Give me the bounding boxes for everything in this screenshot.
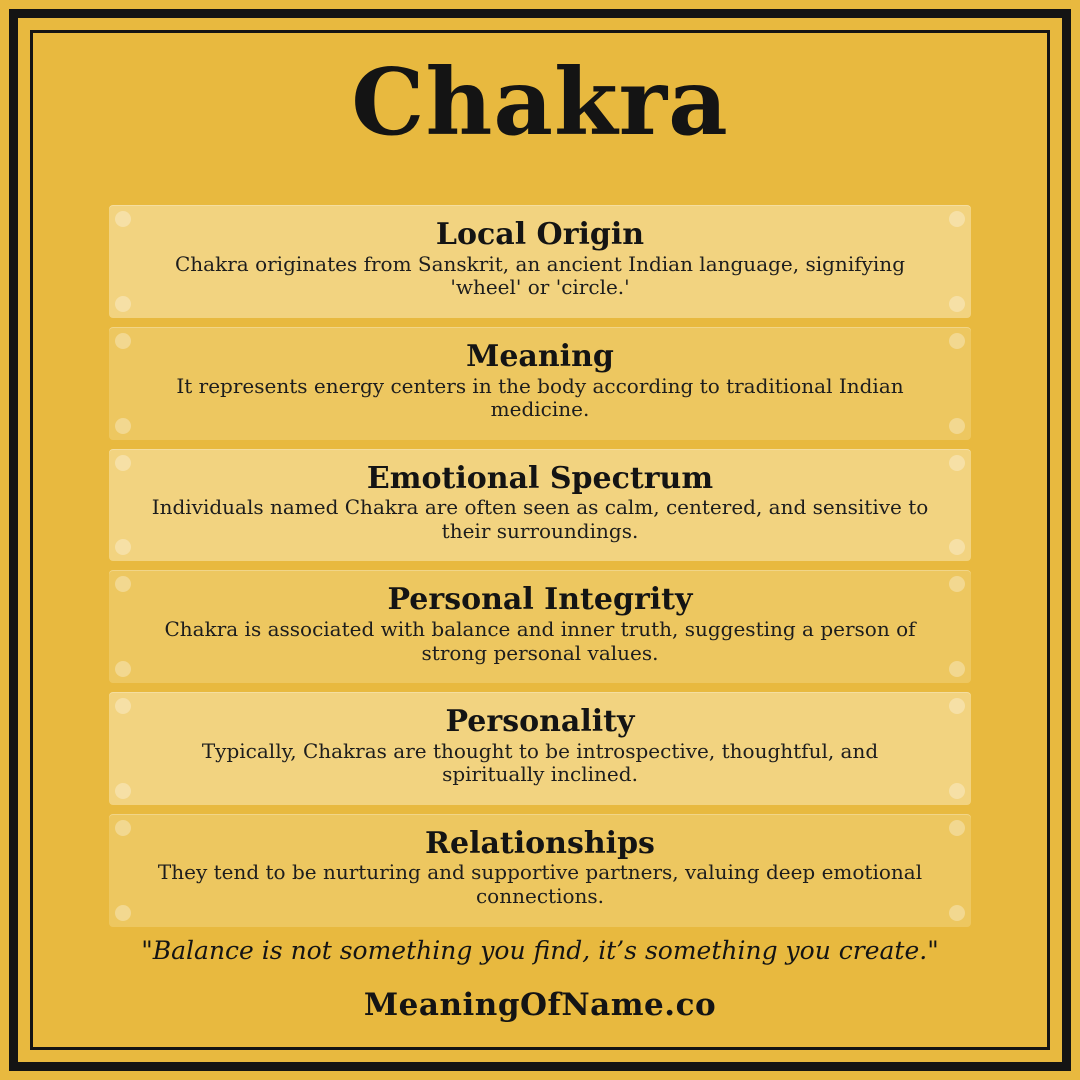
card-notch-icon bbox=[949, 418, 965, 434]
section-card-meaning bbox=[109, 327, 971, 440]
card-notch-icon bbox=[115, 783, 131, 799]
section-heading: Personal Integrity bbox=[387, 582, 693, 618]
card-notch-icon bbox=[115, 905, 131, 921]
section-heading: Local Origin bbox=[435, 217, 645, 253]
section-text: They tend to be nurturing and supportive partners, valuing deep emotional connections. bbox=[157, 860, 923, 908]
section-heading: Meaning bbox=[466, 339, 614, 375]
card-notch-icon bbox=[115, 418, 131, 434]
card-notch-icon bbox=[115, 661, 131, 677]
section-text: It represents energy centers in the body according to traditional Indian medicine. bbox=[176, 373, 904, 422]
section-text: Typically, Chakras are thought to be introspective, thoughtful, and spiritually inclined. bbox=[201, 738, 879, 787]
card-notch-icon bbox=[949, 455, 965, 471]
card-notch-icon bbox=[949, 539, 965, 555]
section-heading: Emotional Spectrum bbox=[366, 460, 714, 496]
poster-footer bbox=[33, 936, 1047, 1047]
card-notch-icon bbox=[949, 211, 965, 227]
card-notch-icon bbox=[949, 661, 965, 677]
poster-content bbox=[33, 33, 1047, 1047]
card-notch-icon bbox=[949, 296, 965, 312]
section-text: Chakra is associated with balance and inner truth, suggesting a person of strong personal values. bbox=[164, 616, 916, 665]
page-title: Chakra bbox=[351, 48, 729, 156]
section-heading: Personality bbox=[445, 704, 635, 740]
card-notch-icon bbox=[115, 296, 131, 312]
section-card-personal-integrity bbox=[109, 570, 971, 683]
card-notch-icon bbox=[115, 698, 131, 714]
section-text: Individuals named Chakra are often seen as calm, centered, and sensitive to their surroundings. bbox=[151, 495, 929, 543]
card-notch-icon bbox=[115, 820, 131, 836]
section-card-emotional-spectrum bbox=[109, 449, 971, 562]
card-notch-icon bbox=[115, 539, 131, 555]
card-notch-icon bbox=[115, 211, 131, 227]
section-card-relationships bbox=[109, 814, 971, 927]
card-notch-icon bbox=[949, 820, 965, 836]
section-list bbox=[109, 205, 971, 926]
card-notch-icon bbox=[115, 333, 131, 349]
card-notch-icon bbox=[949, 905, 965, 921]
quote-close-mark: " bbox=[927, 936, 939, 965]
quote-text: Balance is not something you find, it’s something you create. bbox=[152, 936, 928, 965]
card-notch-icon bbox=[115, 576, 131, 592]
quote-open-mark: " bbox=[141, 936, 153, 965]
card-notch-icon bbox=[949, 698, 965, 714]
card-notch-icon bbox=[949, 783, 965, 799]
card-notch-icon bbox=[115, 455, 131, 471]
section-heading: Relationships bbox=[425, 825, 655, 861]
card-notch-icon bbox=[949, 333, 965, 349]
section-card-local-origin bbox=[109, 205, 971, 318]
section-card-personality bbox=[109, 692, 971, 805]
quote bbox=[33, 936, 1047, 965]
brand-name: MeaningOfName.co bbox=[363, 987, 717, 1023]
card-notch-icon bbox=[949, 576, 965, 592]
section-text: Chakra originates from Sanskrit, an ancient Indian language, signifying 'wheel' or 'circle.' bbox=[175, 251, 905, 300]
